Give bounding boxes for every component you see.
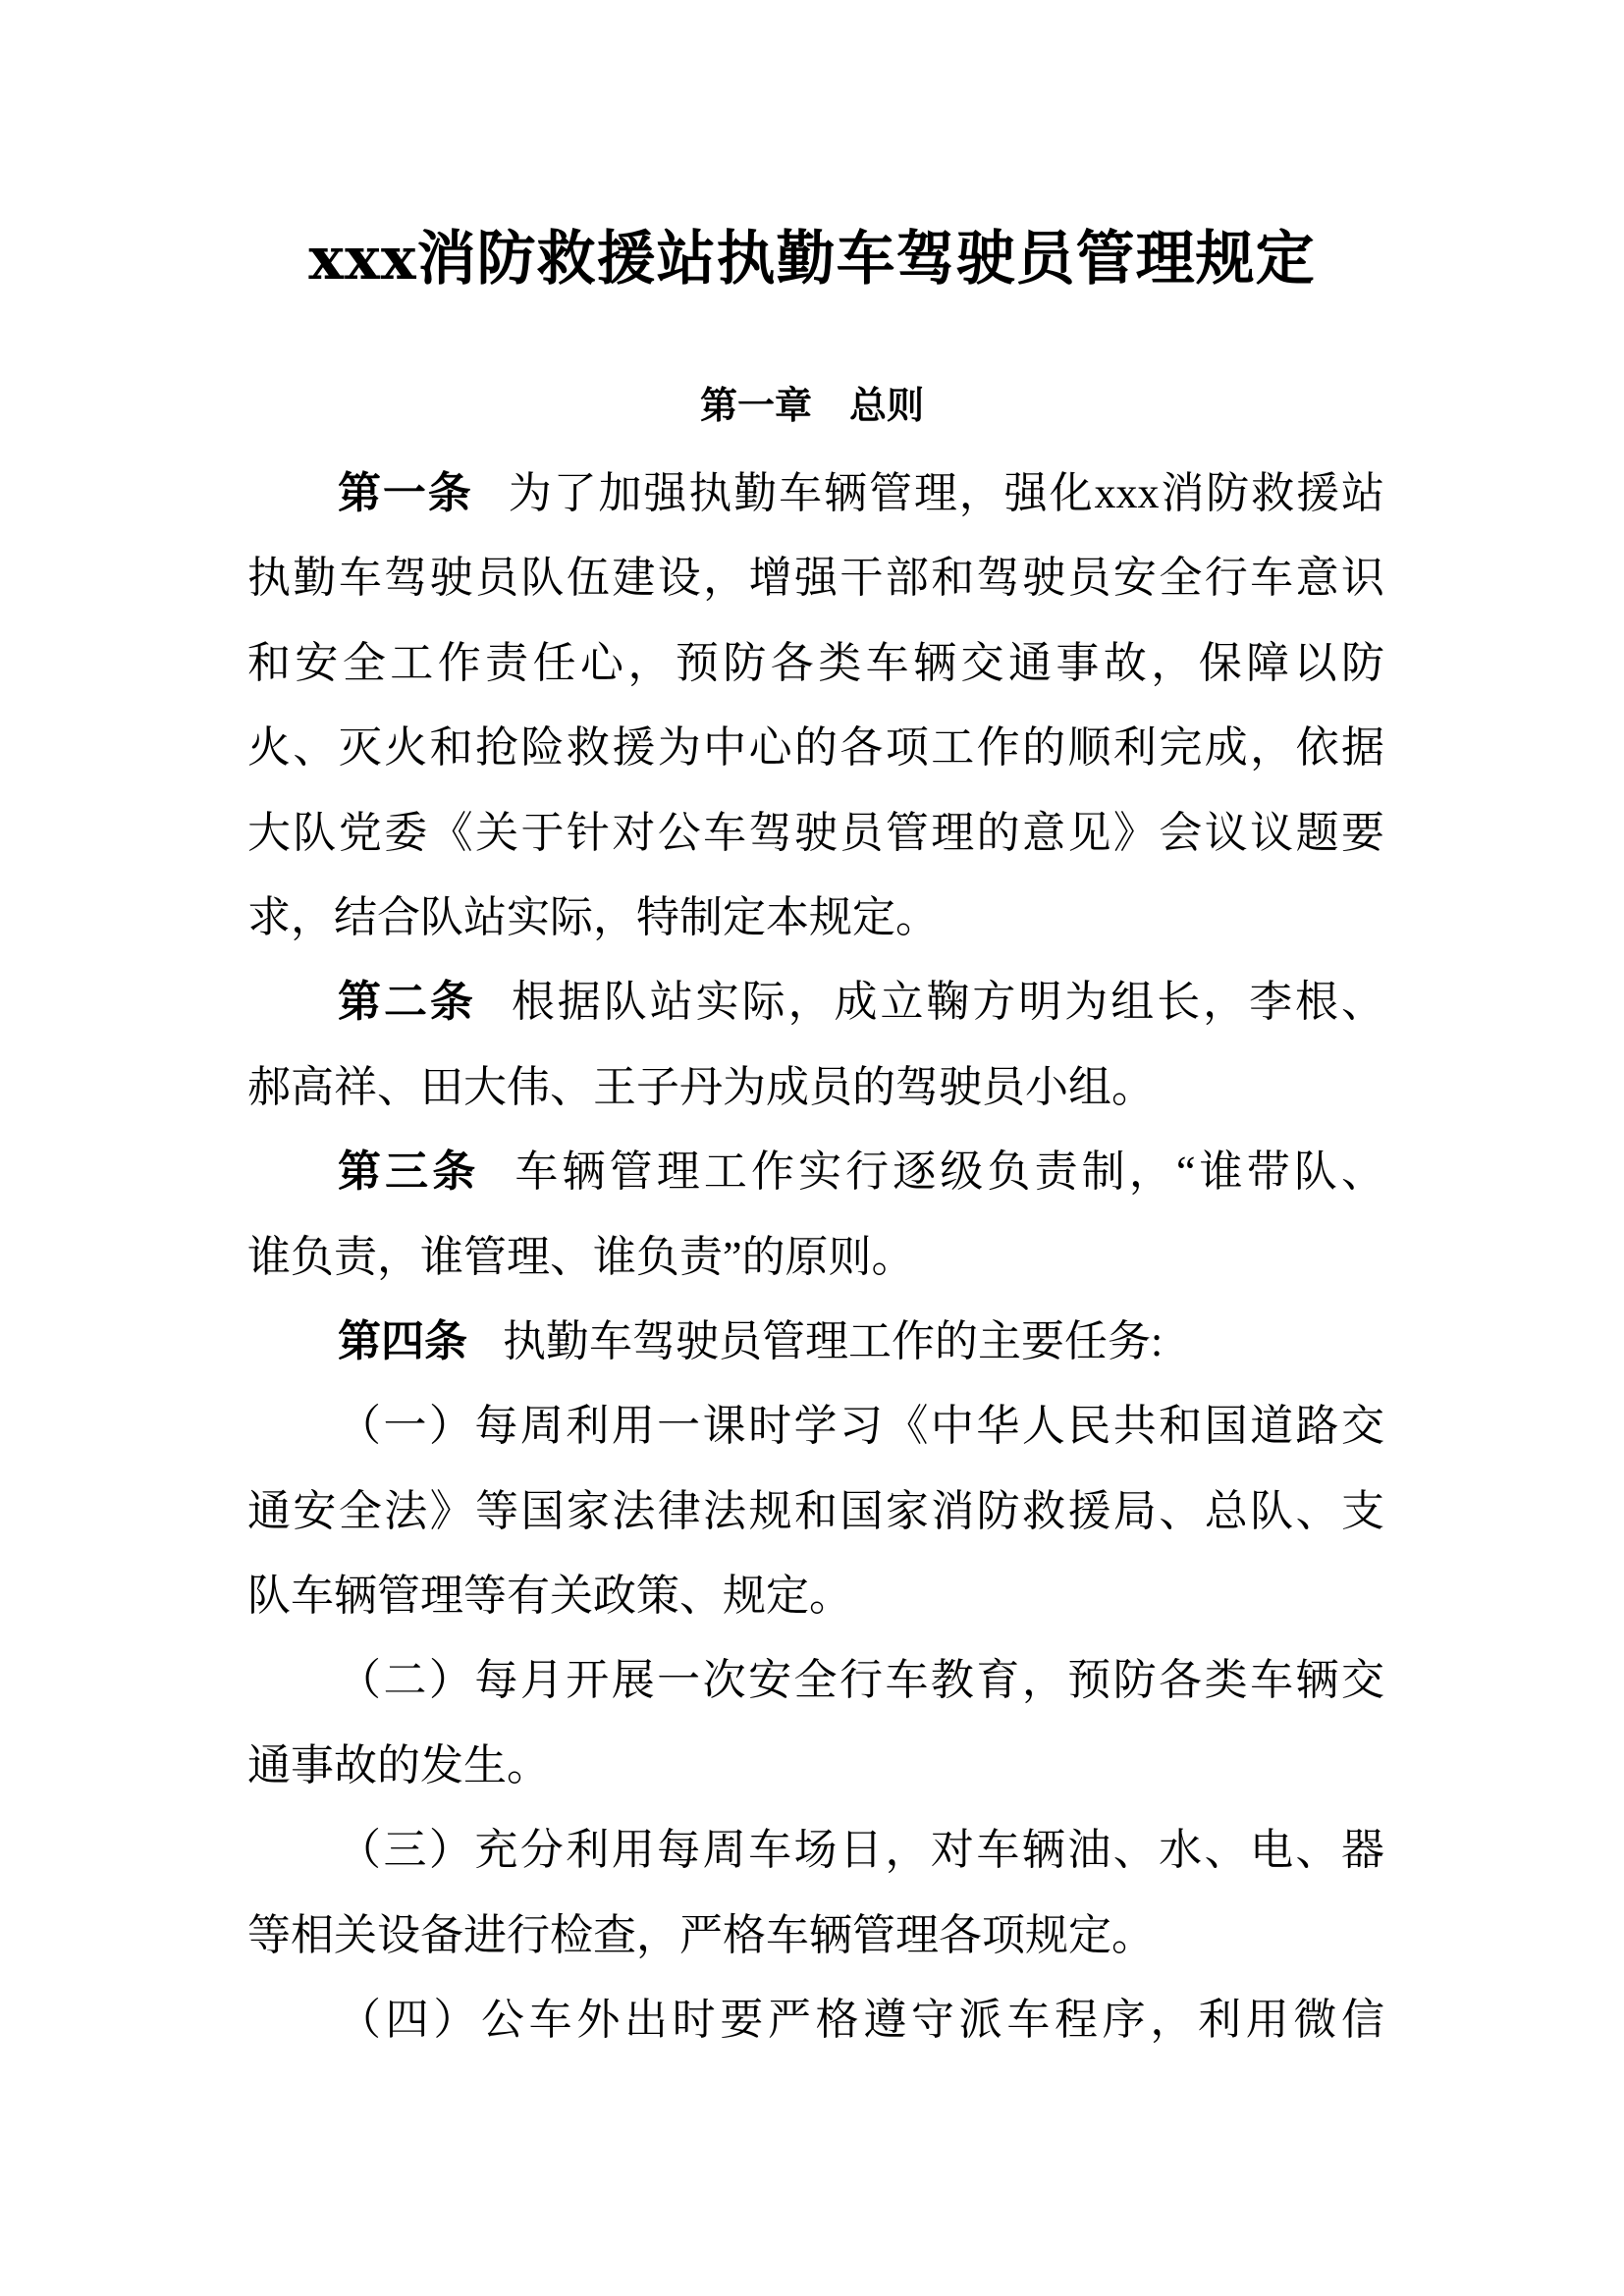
document-title: xxx消防救援站执勤车驾驶员管理规定 — [308, 225, 1316, 294]
article-1-line: 和安全工作责任心，预防各类车辆交通事故，保障以防 — [247, 638, 1384, 687]
item-4-line: （四）公车外出时要严格遵守派车程序，利用微信 — [338, 1996, 1384, 2045]
item-1-line: 通安全法》等国家法律法规和国家消防救援局、总队、支 — [247, 1486, 1384, 1535]
line-text: 为了加强执勤车辆管理，强化xxx消防救援站 — [508, 469, 1385, 517]
article-label: 第四条 — [338, 1315, 467, 1366]
item-2-line: 通事故的发生。 — [247, 1740, 550, 1789]
article-3-line — [247, 1130, 1384, 1214]
item-1-line: （一）每周利用一课时学习《中华人民共和国道路交 — [338, 1402, 1384, 1451]
line-text: 根据队站实际，成立鞠方明为组长，李根、 — [511, 978, 1385, 1027]
article-label: 第二条 — [338, 977, 476, 1028]
article-2-line: 郝高祥、田大伟、王子丹为成员的驾驶员小组。 — [247, 1062, 1155, 1111]
article-1-line: 求，结合队站实际，特制定本规定。 — [247, 892, 939, 941]
article-3-line: 谁负责，谁管理、谁负责”的原则。 — [247, 1232, 915, 1281]
line-text: 执勤车驾驶员管理工作的主要任务: — [503, 1316, 1164, 1365]
item-1-line: 队车辆管理等有关政策、规定。 — [247, 1572, 852, 1621]
line-text: 车辆管理工作实行逐级负责制，“谁带队、 — [514, 1148, 1385, 1197]
article-4-line — [247, 1300, 1384, 1384]
item-3-line: （三）充分利用每周车场日，对车辆油、水、电、器 — [338, 1826, 1384, 1875]
chapter-heading: 第一章 总则 — [699, 384, 924, 427]
document-body — [247, 452, 1384, 2062]
article-2-line — [247, 960, 1384, 1044]
article-1-line: 大队党委《关于针对公车驾驶员管理的意见》会议议题要 — [247, 808, 1384, 857]
item-2-line: （二）每月开展一次安全行车教育，预防各类车辆交 — [338, 1656, 1384, 1705]
article-1-line — [247, 452, 1384, 536]
article-label: 第三条 — [338, 1147, 480, 1198]
article-1-line: 执勤车驾驶员队伍建设，增强干部和驾驶员安全行车意识 — [247, 554, 1384, 603]
article-1-line: 火、灭火和抢险救援为中心的各项工作的顺利完成，依据 — [247, 723, 1384, 773]
article-label: 第一条 — [338, 468, 473, 518]
item-3-line: 等相关设备进行检查，严格车辆管理各项规定。 — [247, 1910, 1155, 1959]
